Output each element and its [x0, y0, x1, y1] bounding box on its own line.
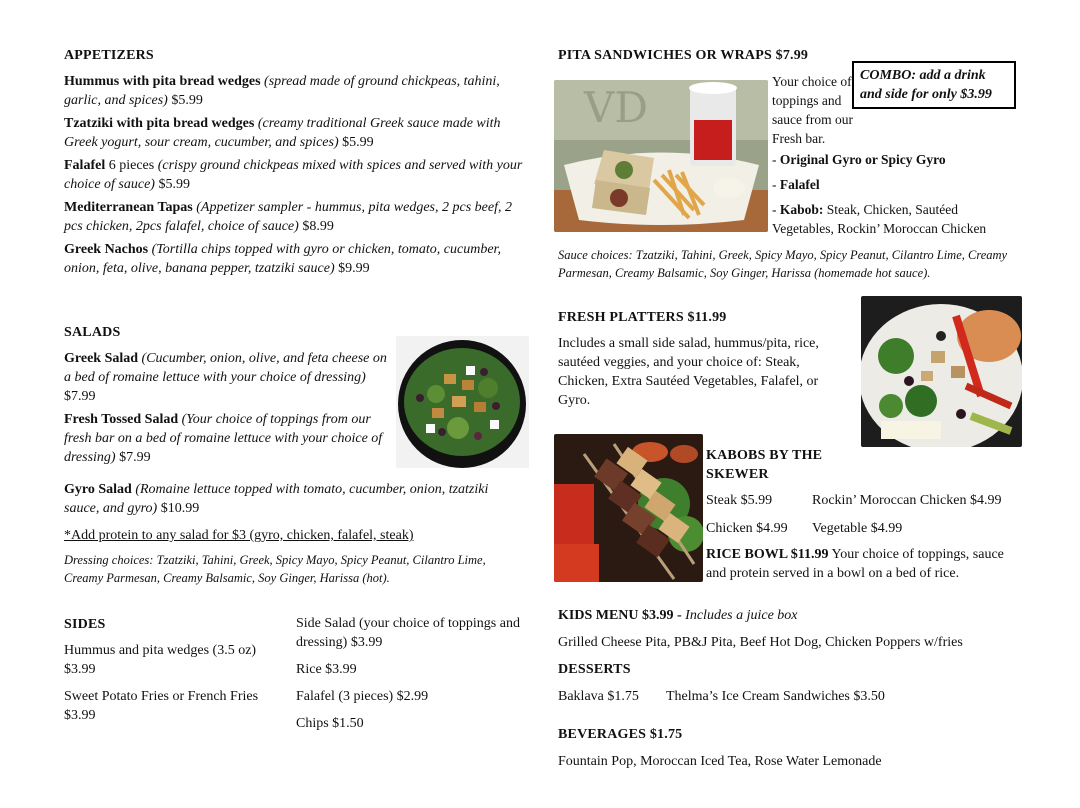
item-description: (Cucumber, onion, olive, and feta cheese on a bed of romaine lettuce with your choice of dressing): [64, 351, 387, 385]
sauce-note: Sauce choices: Tzatziki, Tahini, Greek, Spicy Mayo, Spicy Peanut, Cilantro Lime, Creamy Parmesan, Creamy Balsamic, Soy Ginger, Harissa (homemade hot sauce).: [558, 248, 1008, 280]
side-item: Rice $3.99: [296, 662, 357, 677]
item-name: Gyro Salad: [64, 482, 132, 497]
platters-description: Includes a small side salad, hummus/pita, rice, sautéed veggies, and your choice of: Steak, Chicken, Extra Sautéed Vegetables, Falafel, or Gyro.: [558, 336, 819, 408]
sides-left-list: [64, 641, 279, 725]
gyro-salad-item: [64, 480, 526, 518]
kids-note: Includes a juice box: [685, 608, 798, 623]
rice-bowl-description: Your choice of toppings, sauce and protein served in a bowl on a bed of rice.: [706, 547, 1004, 581]
item-description: (creamy traditional Greek sauce made with Greek yogurt, sour cream, cucumber, and spices): [64, 116, 501, 150]
item-price: $10.99: [160, 501, 200, 516]
menu-item: [64, 349, 394, 406]
kabob-item: Steak $5.99: [706, 493, 773, 508]
kids-menu-heading: [558, 606, 798, 625]
pita-heading: PITA SANDWICHES OR WRAPS $7.99: [558, 48, 809, 63]
salad-bowl-icon: [396, 336, 529, 468]
item-description: (Romaine lettuce topped with tomato, cucumber, onion, tzatziki sauce, and gyro): [64, 482, 489, 516]
sides-right-list: [296, 614, 521, 733]
item-name: Greek Salad: [64, 351, 139, 366]
side-item: Falafel (3 pieces) $2.99: [296, 689, 429, 704]
protein-note: *Add protein to any salad for $3 (gyro, chicken, falafel, steak): [64, 528, 414, 543]
pita-option: - Original Gyro or Spicy Gyro: [772, 152, 946, 167]
kabobs-heading: KABOBS BY THE SKEWER: [706, 448, 823, 482]
menu-item: [64, 198, 526, 236]
kids-title: KIDS MENU $3.99 -: [558, 608, 682, 623]
sides-heading: SIDES: [64, 617, 106, 632]
kids-items: Grilled Cheese Pita, PB&J Pita, Beef Hot Dog, Chicken Poppers w/fries: [558, 635, 963, 650]
appetizer-list: [64, 72, 526, 278]
option-label: Falafel: [779, 177, 820, 192]
item-description: (Your choice of toppings from our fresh bar on a bed of romaine lettuce with your choice of dressing): [64, 412, 383, 465]
appetizers-heading: APPETIZERS: [64, 48, 154, 63]
item-extra: 6 pieces: [108, 158, 155, 173]
item-name: Falafel: [64, 158, 106, 173]
item-name: Hummus with pita bread wedges: [64, 74, 261, 89]
pita-wrap-photo: [554, 80, 768, 232]
item-price: $5.99: [158, 177, 190, 192]
beverages-heading: BEVERAGES $1.75: [558, 727, 683, 742]
salads-heading: SALADS: [64, 325, 121, 340]
salad-list: [64, 349, 394, 467]
rice-bowl-heading: RICE BOWL $11.99: [706, 547, 829, 562]
item-description: (crispy ground chickpeas mixed with spices and served with your choice of sauce): [64, 158, 523, 192]
item-description: (spread made of ground chickpeas, tahini, garlic, and spices): [64, 74, 500, 108]
item-description: (Tortilla chips topped with gyro or chicken, tomato, cucumber, onion, feta, olive, banana pepper, tzatziki sauce): [64, 242, 501, 276]
kabob-item: Vegetable $4.99: [812, 521, 903, 536]
platter-icon: [861, 296, 1022, 447]
side-item: Sweet Potato Fries or French Fries $3.99: [64, 689, 259, 723]
item-name: Tzatziki with pita bread wedges: [64, 116, 255, 131]
svg-text:VD: VD: [584, 83, 649, 132]
menu-item: [64, 410, 394, 467]
desserts-heading: DESSERTS: [558, 662, 631, 677]
kabob-item: Chicken $4.99: [706, 521, 788, 536]
dessert-item: Thelma’s Ice Cream Sandwiches $3.50: [666, 689, 885, 704]
item-name: Mediterranean Tapas: [64, 200, 193, 215]
item-price: $7.99: [64, 389, 96, 404]
beverage-items: Fountain Pop, Moroccan Iced Tea, Rose Water Lemonade: [558, 754, 882, 769]
pita-intro: Your choice of toppings and sauce from our Fresh bar.: [772, 74, 853, 146]
kabob-item: Rockin’ Moroccan Chicken $4.99: [812, 493, 1002, 508]
option-label: Original Gyro or Spicy Gyro: [779, 152, 946, 167]
pita-option: - Kabob: Steak, Chicken, Sautéed Vegetables, Rockin’ Moroccan Chicken: [772, 202, 987, 236]
dressing-note: Dressing choices: Tzatziki, Tahini, Greek, Spicy Mayo, Spicy Peanut, Cilantro Lime, Creamy Parmesan, Creamy Balsamic, Soy Ginger, Harissa (hot).: [64, 553, 486, 585]
side-item: Chips $1.50: [296, 716, 364, 731]
rice-bowl-item: [706, 545, 1024, 583]
combo-box: COMBO: add a drink and side for only $3.99: [852, 61, 1016, 109]
item-description: (Appetizer sampler - hummus, pita wedges, 2 pcs beef, 2 pcs chicken, 2pcs falafel, choice of sauce): [64, 200, 512, 234]
kabob-photo: [554, 434, 703, 582]
menu-item: [64, 480, 526, 518]
menu-item: [64, 114, 526, 152]
item-name: Fresh Tossed Salad: [64, 412, 179, 427]
item-price: $9.99: [338, 261, 370, 276]
side-item: Side Salad (your choice of toppings and dressing) $3.99: [296, 616, 520, 650]
greek-salad-photo: [396, 336, 529, 468]
menu-item: [64, 156, 526, 194]
pita-option: - Falafel: [772, 177, 820, 192]
fresh-platter-photo: [861, 296, 1022, 447]
platters-heading: FRESH PLATTERS $11.99: [558, 310, 727, 325]
pita-options: [772, 150, 1022, 238]
menu-item: [64, 240, 526, 278]
item-name: Greek Nachos: [64, 242, 149, 257]
side-item: Hummus and pita wedges (3.5 oz) $3.99: [64, 643, 257, 677]
kabob-skewer-icon: [554, 434, 703, 582]
item-price: $5.99: [171, 93, 203, 108]
item-price: $8.99: [302, 219, 334, 234]
item-price: $5.99: [342, 135, 374, 150]
item-price: $7.99: [119, 450, 151, 465]
option-text: Steak, Chicken, Sautéed Vegetables, Rockin’ Moroccan Chicken: [772, 202, 987, 236]
option-label: Kabob:: [779, 202, 824, 217]
dessert-item: Baklava $1.75: [558, 689, 639, 704]
menu-item: [64, 72, 526, 110]
wrap-plate-icon: [554, 80, 768, 232]
